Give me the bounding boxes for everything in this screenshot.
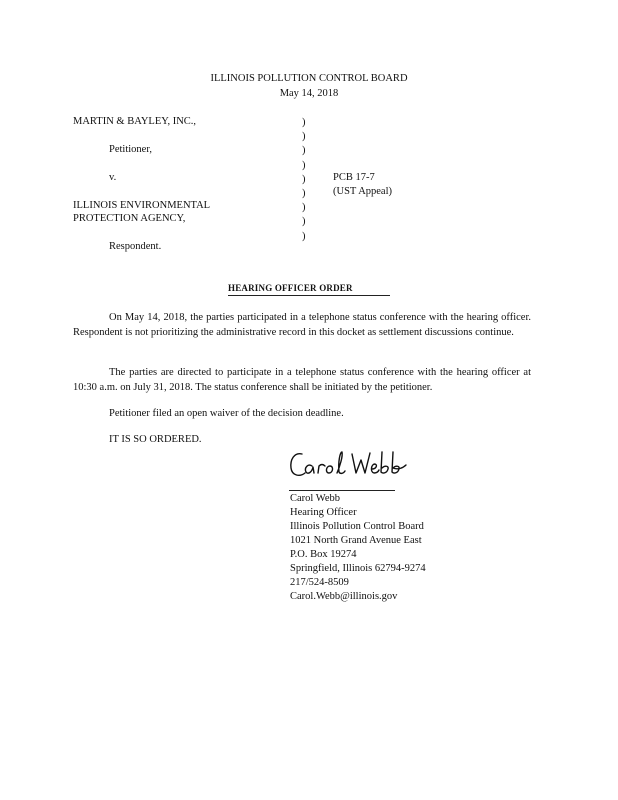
case-type: (UST Appeal) xyxy=(333,186,393,197)
bracket-mark: ) xyxy=(302,230,306,242)
body-paragraph-3: Petitioner filed an open waiver of the decision deadline. xyxy=(109,408,344,419)
bracket-mark: ) xyxy=(302,202,306,214)
versus-label: v. xyxy=(109,172,117,183)
body-paragraph-2: The parties are directed to participate in a telephone status conference with the hearing officer at 10:30 a.m. on July 31, 2018. The status conference shall be initiated by the petitioner. xyxy=(73,367,531,393)
order-date: May 14, 2018 xyxy=(279,88,339,99)
bracket-mark: ) xyxy=(302,173,306,185)
agency-heading: ILLINOIS POLLUTION CONTROL BOARD xyxy=(210,73,408,84)
order-title: HEARING OFFICER ORDER xyxy=(228,283,353,293)
petitioner-name: MARTIN & BAYLEY, INC., xyxy=(73,116,197,127)
bracket-mark: ) xyxy=(302,187,306,199)
address-line-2: P.O. Box 19274 xyxy=(290,549,357,560)
bracket-mark: ) xyxy=(302,131,306,143)
handwritten-signature xyxy=(288,446,418,482)
signer-title: Hearing Officer xyxy=(290,507,357,518)
bracket-mark: ) xyxy=(302,145,306,157)
caption-bracket-column xyxy=(302,116,312,244)
respondent-role: Respondent. xyxy=(109,241,162,252)
signature-line xyxy=(289,490,395,491)
petitioner-role: Petitioner, xyxy=(109,144,153,155)
city-state-zip: Springfield, Illinois 62794-9274 xyxy=(290,563,426,574)
case-number: PCB 17-7 xyxy=(333,172,375,183)
phone-number: 217/524-8509 xyxy=(290,577,349,588)
bracket-mark: ) xyxy=(302,216,306,228)
body-paragraph-1: On May 14, 2018, the parties participated in a telephone status conference with the hearing officer. Respondent is not prioritizing the administrative record in this docket as settlement discussions continue. xyxy=(73,312,531,338)
signature-block xyxy=(290,492,426,604)
respondent-name-line-2: PROTECTION AGENCY, xyxy=(73,213,186,224)
bracket-mark: ) xyxy=(302,159,306,171)
bracket-mark: ) xyxy=(302,117,306,128)
email-address: Carol.Webb@illinois.gov xyxy=(290,591,398,602)
respondent-name-line-1: ILLINOIS ENVIRONMENTAL xyxy=(73,200,211,211)
order-title-rule xyxy=(228,283,390,296)
signer-organization: Illinois Pollution Control Board xyxy=(290,521,424,532)
address-line-1: 1021 North Grand Avenue East xyxy=(290,535,422,546)
signer-name: Carol Webb xyxy=(290,493,340,504)
closing-statement: IT IS SO ORDERED. xyxy=(109,434,202,445)
